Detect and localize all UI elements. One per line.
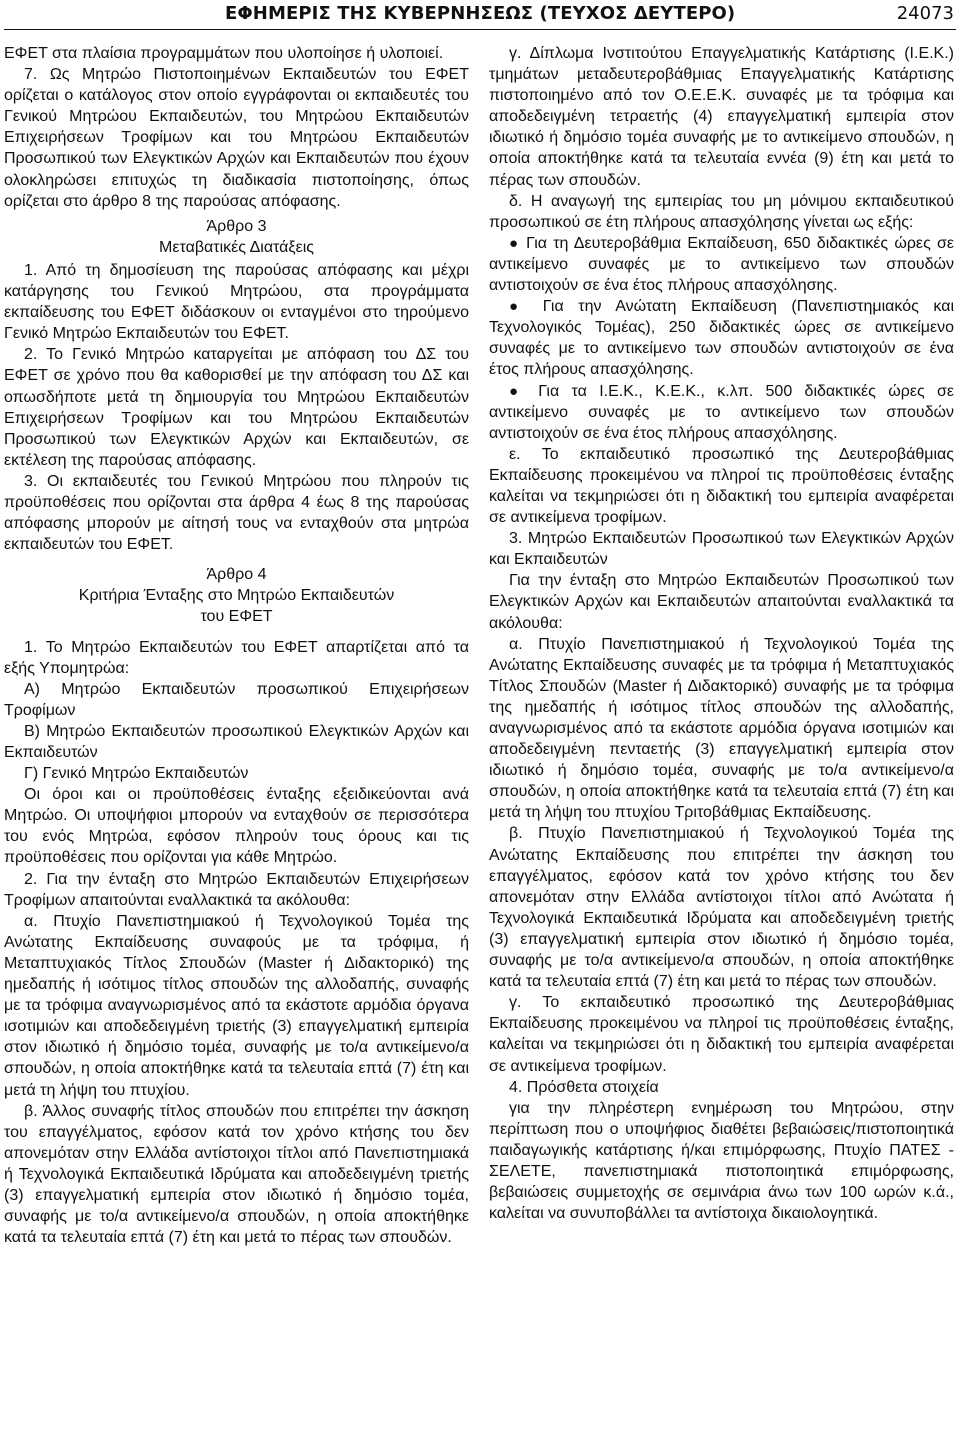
article-4-title: Άρθρο 4: [206, 566, 267, 584]
header-divider: [4, 29, 956, 30]
right-column: [489, 43, 954, 1224]
paragraph: α. Πτυχίο Πανεπιστημιακού ή Τεχνολογικού Τομέα της Ανώτατης Εκπαίδευσης συναφούς με τα τρόφιμα, ή Μεταπτυχιακός Τίτλος Σπουδών (Master ή Διδακτορικό) της ημεδαπής ή ισότιμος τίτλος σπουδών της αλλοδαπής, συναφής με τα τρόφιμα αναγνωρισμένος από τα εκάστοτε αρμόδια όργανα ισοτιμιών και αποδεδειγμένη τριετής (3) επαγγελματική εμπειρία στον ιδιωτικό ή δημόσιο τομέα, συναφής με το/α αντικείμενο/α σπουδών, η οποία αποκτήθηκε κατά τα τελευταία επτά (7) έτη και μετά τη λήψη του πτυχίου.: [4, 912, 469, 1099]
bullet-text: Για τη Δευτεροβάθμια Εκπαίδευση, 650 διδακτικές ώρες σε αντικείμενο συναφές με το αντικείμενο των σπουδών αντιστοιχούν σε ένα έτος πλήρους απασχόλησης.: [489, 234, 955, 295]
paragraph: Για την ένταξη στο Μητρώο Εκπαιδευτών Προσωπικού των Ελεγκτικών Αρχών και Εκπαιδευτών απαιτούνται εναλλακτικά τα ακόλουθα:: [489, 572, 954, 632]
bullet-item: [489, 296, 954, 380]
list-item: Α) Μητρώο Εκπαιδευτών προσωπικού Επιχειρήσεων Τροφίμων: [4, 680, 469, 719]
article-4-subtitle: Κριτήρια Ένταξης στο Μητρώο Εκπαιδευτών: [78, 587, 395, 605]
bullet-item: [489, 381, 954, 444]
paragraph: γ. Το εκπαιδευτικό προσωπικό της Δευτεροβάθμιας Εκπαίδευσης προκειμένου να πληροί τις προϋποθέσεις ένταξης, καλείται να τεκμηριώσει ότι η διδακτική του εμπειρία αναφέρεται σε αντικείμενα τροφίμων.: [489, 994, 954, 1075]
paragraph: 7. Ως Μητρώο Πιστοποιημένων Εκπαιδευτών του ΕΦΕΤ ορίζεται ο κατάλογος στον οποίο εγγράφονται οι εκπαιδευτές του Γενικού Μητρώου Εκπαιδευτών, του Μητρώου Εκπαιδευτών Επιχειρήσεων Τροφίμων και του Μητρώου Εκπαιδευτών Προσωπικού των Ελεγκτικών Αρχών και Εκπαιδευτών που έχουν ολοκληρώσει επιτυχώς τη διαδικασία πιστοποίησης, όπως ορίζεται στο άρθρο 8 της παρούσας απόφασης.: [4, 66, 469, 210]
list-item: Γ) Γενικό Μητρώο Εκπαιδευτών: [24, 765, 249, 783]
paragraph: 1. Το Μητρώο Εκπαιδευτών του ΕΦΕΤ απαρτίζεται από τα εξής Υπομητρώα:: [4, 638, 469, 677]
page-header: [0, 0, 960, 32]
bullet-icon: ●: [509, 298, 529, 316]
paragraph: ε. Το εκπαιδευτικό προσωπικό της Δευτεροβάθμιας Εκπαίδευσης προκειμένου να πληροί τις προϋποθέσεις ένταξης καλείται να τεκμηριώσει ότι η διδακτική του εμπειρία αναφέρεται σε αντικείμενα τροφίμων.: [489, 445, 954, 527]
gazette-title: ΕΦΗΜΕΡΙΣ ΤΗΣ ΚΥΒΕΡΝΗΣΕΩΣ (ΤΕΥΧΟΣ ΔΕΥΤΕΡΟ): [225, 3, 736, 24]
paragraph: β. Πτυχίο Πανεπιστημιακού ή Τεχνολογικού Τομέα της Ανώτατης Εκπαίδευσης που επιτρέπει την άσκηση του επαγγέλματος, εφόσον κατά τον χρόνο κτήσης του δεν απονεμόταν στην Ελλάδα αντίστοιχοι τίτλοι από Ανώτατα ή Τεχνολογικά Εκπαιδευτικά Ιδρύματα και αποδεδειγμένη τριετής (3) επαγγελματική εμπειρία στον ιδιωτικό ή δημόσιο τομέα, συναφής με το/α αντικείμενο/α σπουδών, η οποία αποκτήθηκε κατά τα τελευταία επτά (7) έτη και μετά το πέρας των σπουδών.: [489, 825, 954, 991]
paragraph: α. Πτυχίο Πανεπιστημιακού ή Τεχνολογικού Τομέα της Ανώτατης Εκπαίδευσης συναφές με τα τρόφιμα ή Μεταπτυχιακός Τίτλος Σπουδών (Master ή Διδακτορικό) συναφής με τα τρόφιμα της ημεδαπής ή ισότιμος τίτλος σπουδών της αλλοδαπής, αναγνωρισμένος από τα εκάστοτε αρμόδια όργανα ισοτιμιών και αποδεδειγμένη πενταετής (3) επαγγελματική εμπειρία στον ιδιωτικό ή δημόσιο τομέα, συναφής με το/α αντικείμενο/α σπουδών, η οποία αποκτήθηκε κατά τα τελευταία επτά (7) έτη και μετά τη λήψη του πτυχίου Τριτοβάθμιας Εκπαίδευσης.: [489, 635, 954, 822]
left-column: [4, 43, 469, 1248]
paragraph: ΕΦΕΤ στα πλαίσια προγραμμάτων που υλοποίησε ή υλοποιεί.: [4, 45, 444, 62]
section-heading: 4. Πρόσθετα στοιχεία: [509, 1078, 659, 1096]
bullet-text: Για την Ανώτατη Εκπαίδευση (Πανεπιστημιακός και Τεχνολογικός Τομέας), 250 διδακτικές ώρες σε αντικείμενο συναφές με το αντικείμενο των σπουδών αντιστοιχούν σε ένα έτος πλήρους απασχόλησης.: [489, 298, 954, 379]
paragraph: Οι όροι και οι προϋποθέσεις ένταξης εξειδικεύονται ανά Μητρώο. Οι υποψήφιοι μπορούν να ενταχθούν σε περισσότερα του ενός Μητρώα, εφόσον πληρούν τους όρους και τις προϋποθέσεις που ορίζονται για κάθε Μητρώο.: [4, 786, 469, 867]
paragraph: 2. Το Γενικό Μητρώο καταργείται με απόφαση του ΔΣ του ΕΦΕΤ σε χρόνο που θα καθορισθεί με την απόφαση του ΔΣ και οπωσδήποτε μετά τη δημιουργία του Μητρώου Εκπαιδευτών Επιχειρήσεων Τροφίμων και του Μητρώου Εκπαιδευτών Προσωπικού των Ελεγκτικών Αρχών και Εκπαιδευτών, σε εκτέλεση της παρούσας απόφασης.: [4, 346, 469, 469]
bullet-text: Για τα Ι.Ε.Κ., Κ.Ε.Κ., κ.λπ. 500 διδακτικές ώρες σε αντικείμενο συναφές με το αντικείμενο των σπουδών αντιστοιχούν σε ένα έτος πλήρους απασχόλησης.: [489, 382, 955, 442]
article-3-subtitle: Μεταβατικές Διατάξεις: [159, 238, 314, 256]
paragraph: δ. Η αναγωγή της εμπειρίας του μη μόνιμου εκπαιδευτικού προσωπικού σε έτη πλήρους απασχόλησης γίνεται ως εξής:: [489, 192, 954, 231]
paragraph: 2. Για την ένταξη στο Μητρώο Εκπαιδευτών Επιχειρήσεων Τροφίμων απαιτούνται εναλλακτικά τα ακόλουθα:: [4, 870, 469, 909]
paragraph: 3. Οι εκπαιδευτές του Γενικού Μητρώου που πληρούν τις προϋποθέσεις που ορίζονται στα άρθρα 4 έως 8 της παρούσας απόφασης μπορούν με αίτησή τους να ενταχθούν στα μητρώα εκπαιδευτών του ΕΦΕΤ.: [4, 472, 469, 554]
bullet-icon: ●: [509, 234, 520, 252]
list-item: Β) Μητρώο Εκπαιδευτών προσωπικού Ελεγκτικών Αρχών και Εκπαιδευτών: [4, 722, 469, 761]
paragraph: β. Άλλος συναφής τίτλος σπουδών που επιτρέπει την άσκηση του επαγγέλματος, εφόσον κατά τον χρόνο κτήσης του δεν απονεμόταν στην Ελλάδα αντίστοιχοι τίτλοι από Πανεπιστημιακά ή Τεχνολογικά Εκπαιδευτικά Ιδρύματα και αποδεδειγμένη τριετής (3) επαγγελματική εμπειρία στον ιδιωτικό ή δημόσιο τομέα, συναφής με το/α αντικείμενο/α σπουδών, η οποία αποκτήθηκε κατά τα τελευταία επτά (7) έτη και μετά το πέρας των σπουδών.: [4, 1102, 469, 1247]
bullet-icon: ●: [509, 382, 526, 400]
section-heading: 3. Μητρώο Εκπαιδευτών Προσωπικού των Ελεγκτικών Αρχών και Εκπαιδευτών: [489, 530, 954, 569]
bullet-item: [489, 233, 954, 296]
page-number: 24073: [896, 3, 954, 24]
paragraph: γ. Δίπλωμα Ινστιτούτου Επαγγελματικής Κατάρτισης (Ι.Ε.Κ.) τμημάτων μεταδευτεροβάθμιας Επαγγελματικής Κατάρτισης πιστοποιημένο από τον Ο.Ε.Ε.Κ. συναφές με τα τρόφιμα και αποδεδειγμένη τετραετής (4) επαγγελματική εμπειρία στον ιδιωτικό ή δημόσιο τομέα συναφής με το αντικείμενο σπουδών, η οποία αποκτήθηκε κατά τα τελευταία εννέα (9) έτη και μετά το πέρας των σπουδών.: [489, 45, 954, 189]
paragraph: 1. Από τη δημοσίευση της παρούσας απόφασης και μέχρι κατάργησης του Γενικού Μητρώου, στα προγράμματα εκπαίδευσης του ΕΦΕΤ διδάσκουν οι ενταγμένοι στο τηρούμενο Γενικό Μητρώο Εκπαιδευτών του ΕΦΕΤ.: [4, 261, 469, 343]
paragraph: για την πληρέστερη ενημέρωση του Μητρώου, στην περίπτωση που ο υποψήφιος διαθέτει βεβαιώσεις/πιστοποιητικά παιδαγωγικής κατάρτισης ή/και επιμόρφωσης, Πτυχίο ΠΑΤΕΣ - ΣΕΛΕΤΕ, πανεπιστημιακά πιστοποιητικά επιμόρφωσης, βεβαιώσεις συμμετοχής σε σεμινάρια άνω των 100 ωρών κ.ά., καλείται να συνυποβάλλει τα αντίστοιχα δικαιολογητικά.: [489, 1099, 954, 1223]
article-3-title: Άρθρο 3: [206, 217, 267, 235]
article-4-subtitle: του ΕΦΕΤ: [200, 608, 273, 626]
